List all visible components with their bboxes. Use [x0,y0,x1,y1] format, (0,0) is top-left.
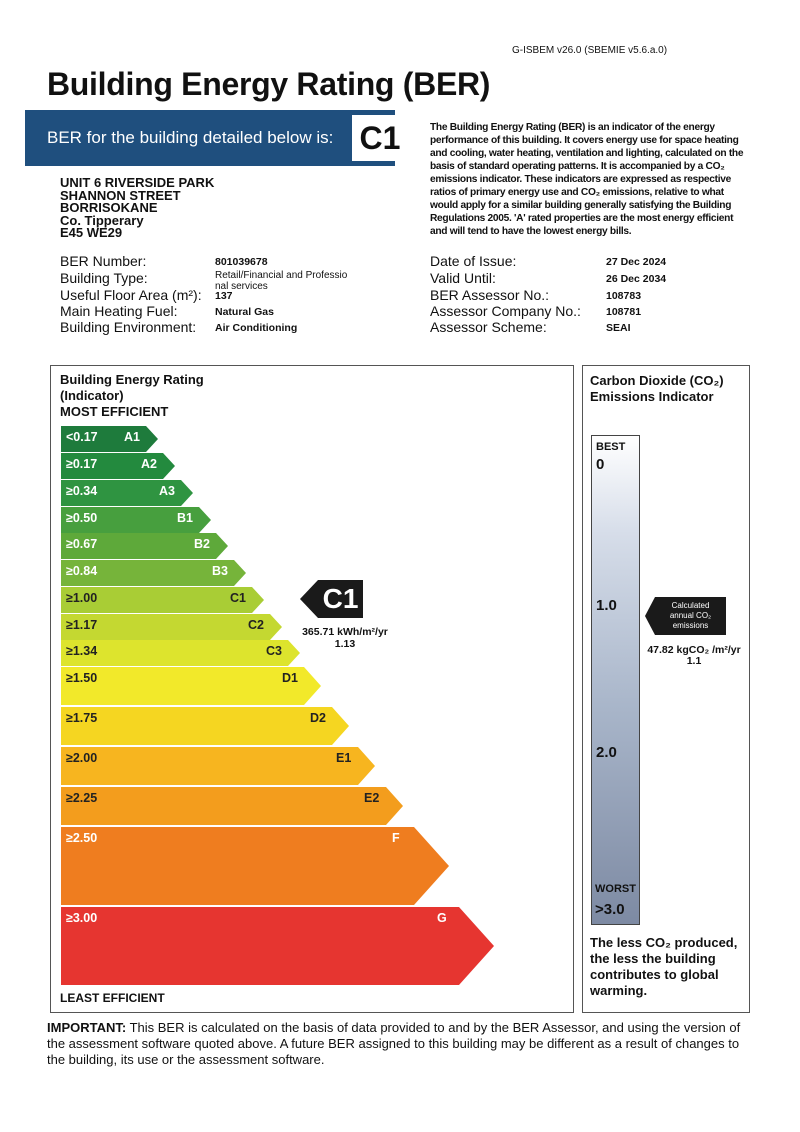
co2-scale-zero: 0 [596,456,605,473]
co2-heading-line: Carbon Dioxide (CO₂) [590,373,724,388]
rating-band-body [61,907,459,985]
rating-band-arrow [146,426,158,452]
rating-band-threshold: ≥1.17 [66,618,98,632]
floor-area-label: Useful Floor Area (m²): [60,287,202,303]
address-line: SHANNON STREET [60,187,181,203]
rating-band-arrow [414,827,449,905]
important-text: This BER is calculated on the basis of data provided to and by the BER Assessor, and using the version of the assessment software quoted above. A future BER assigned to this building may be different as a result of changes to the building, its use or the assessment software. [47,1020,741,1067]
rating-band-threshold: ≥0.17 [66,457,98,471]
rating-band-code: G [437,911,447,925]
rating-band-code: C1 [230,591,246,605]
rating-band-d2 [61,707,349,745]
rating-band-threshold: <0.17 [66,430,98,444]
co2-emissions-value [642,645,746,667]
ber-banner-label: BER for the building detailed below is: [47,128,334,147]
issue-date-value: 27 Dec 2024 [606,256,667,268]
address-line: Co. Tipperary [60,212,144,228]
rating-band-arrow [358,747,375,785]
assessor-company-label: Assessor Company No.: [430,303,581,319]
page-title: Building Energy Rating (BER) [47,66,491,102]
valid-until-value: 26 Dec 2034 [606,273,667,285]
rating-band-a3 [61,480,193,506]
rating-band-threshold: ≥0.50 [66,511,98,525]
rating-band-arrow [386,787,403,825]
rating-band-d1 [61,667,321,705]
ber-banner-value: C1 [352,115,408,161]
ber-number-label: BER Number: [60,253,147,269]
issue-date-label: Date of Issue: [430,253,517,269]
co2-scale-mid2: 2.0 [596,744,617,761]
current-rating-tag: C1 [318,580,363,618]
rating-band-code: B3 [212,564,228,578]
assessor-number-label: BER Assessor No.: [430,287,550,303]
heating-fuel-label: Main Heating Fuel: [60,303,178,319]
rating-band-threshold: ≥1.75 [66,711,98,725]
assessor-scheme-label: Assessor Scheme: [430,319,547,335]
building-environment-value: Air Conditioning [215,322,298,334]
rating-heading-line: Building Energy Rating [60,372,204,387]
software-version: G-ISBEM v26.0 (SBEMIE v5.6.a.0) [512,45,668,56]
co2-value-line: 47.82 kgCO₂ /m²/yr [647,644,741,656]
building-type-label: Building Type: [60,270,148,286]
rating-band-arrow [199,507,211,533]
rating-band-body [61,787,386,825]
rating-band-arrow [459,907,494,985]
co2-tag-line: emissions [672,621,709,630]
rating-band-threshold: ≥0.67 [66,537,98,551]
co2-tag-line: annual CO₂ [669,611,712,620]
co2-scale-mid1: 1.0 [596,597,617,614]
rating-band-f [61,827,449,905]
co2-scale-bar [591,435,640,925]
floor-area-value: 137 [215,290,233,302]
rating-band-e2 [61,787,403,825]
rating-band-code: C3 [266,644,282,658]
address-line: BORRISOKANE [60,200,158,215]
building-address [60,177,214,240]
rating-band-body [61,667,304,705]
rating-band-code: F [392,831,400,845]
rating-band-body [61,827,414,905]
rating-band-arrow [332,707,349,745]
current-rating-value [280,626,410,650]
co2-emissions-tag [655,597,726,635]
co2-best-label: BEST [596,441,626,453]
address-line: UNIT 6 RIVERSIDE PARK [60,175,215,190]
rating-band-code: E1 [336,751,352,765]
rating-band-a2 [61,453,175,479]
rating-band-b3 [61,560,246,586]
rating-band-code: A1 [124,430,140,444]
rating-heading-line: MOST EFFICIENT [60,404,169,419]
assessor-scheme-value: SEAI [606,322,631,334]
rating-band-code: A2 [141,457,157,471]
co2-worst-label: WORST [595,883,636,895]
important-notice [47,1020,757,1068]
energy-use-value: 365.71 kWh/m²/yr [302,626,388,638]
rating-band-threshold: ≥0.84 [66,564,98,578]
rating-band-arrow [181,480,193,506]
rating-heading [60,372,204,420]
building-environment-label: Building Environment: [60,319,197,335]
rating-band-body [61,747,358,785]
rating-band-arrow [216,533,228,559]
address-line: E45 WE29 [60,225,123,240]
rating-band-b2 [61,533,228,559]
rating-band-threshold: ≥2.25 [66,791,98,805]
ber-description: The Building Energy Rating (BER) is an indicator of the energy performance of this building. It covers energy use for space heating and cooling, water heating, ventilation and lighting, calculated on the basis of standard operating patterns. It is accompanied by a CO₂ emissions indicator. These indicators are expressed as respective ratios of primary energy use and CO₂ emissions, relative to what would apply for a similar building generally satisfying the Building Regulations 2005. 'A' rated properties are the most energy efficient and will tend to have the lowest energy bills. [430,122,744,237]
rating-band-threshold: ≥0.34 [66,484,98,498]
co2-tag-line: Calculated [671,601,710,610]
energy-ratio-value: 1.13 [334,638,356,650]
rating-band-a1 [61,426,158,452]
co2-worst-value: >3.0 [595,901,625,918]
co2-heading [590,373,724,405]
co2-ratio-line: 1.1 [686,655,702,667]
rating-band-threshold: ≥2.50 [66,831,98,845]
rating-band-arrow [252,587,264,613]
rating-band-arrow [234,560,246,586]
rating-band-code: A3 [159,484,175,498]
rating-band-body [61,707,332,745]
rating-band-arrow [304,667,321,705]
rating-band-code: B1 [177,511,193,525]
rating-band-c2 [61,614,282,640]
valid-until-label: Valid Until: [430,270,496,286]
rating-band-code: D1 [282,671,298,685]
least-efficient-label: LEAST EFFICIENT [60,991,165,1005]
rating-band-code: D2 [310,711,326,725]
heating-fuel-value: Natural Gas [215,306,274,318]
rating-band-threshold: ≥1.50 [66,671,98,685]
rating-band-e1 [61,747,375,785]
important-label: IMPORTANT: [47,1020,127,1035]
rating-band-threshold: ≥1.00 [66,591,98,605]
rating-heading-line: (Indicator) [60,388,124,403]
ber-banner [25,110,401,166]
rating-band-c3 [61,640,300,666]
building-type-value: Retail/Financial and Professio nal services [215,270,348,292]
rating-band-g [61,907,494,985]
rating-band-threshold: ≥1.34 [66,644,98,658]
assessor-number-value: 108783 [606,290,642,302]
rating-band-threshold: ≥3.00 [66,911,98,925]
rating-band-code: C2 [248,618,264,632]
assessor-company-value: 108781 [606,306,642,318]
rating-band-code: B2 [194,537,210,551]
rating-band-code: E2 [364,791,380,805]
ber-number-value: 801039678 [215,256,268,268]
rating-band-arrow [163,453,175,479]
co2-note: The less CO₂ produced, the less the building contributes to global warming. [590,935,738,998]
rating-band-threshold: ≥2.00 [66,751,98,765]
co2-heading-line: Emissions Indicator [590,389,714,404]
rating-band-c1 [61,587,264,613]
rating-band-b1 [61,507,211,533]
